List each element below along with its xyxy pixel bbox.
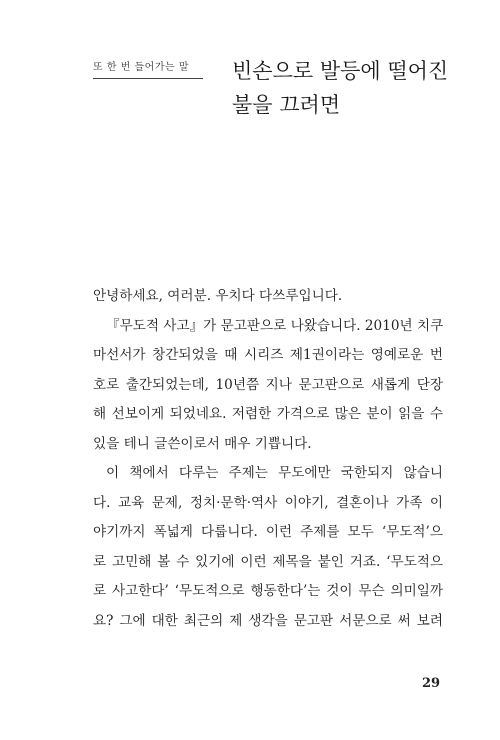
text-line: 야기까지 폭넓게 다룹니다. 이런 주제를 모두 ‘무도적’으 — [93, 524, 443, 540]
section-label: 또 한 번 들어가는 말 — [93, 58, 203, 79]
text-line: 『무도적 사고』가 문고판으로 나왔습니다. 2010년 치쿠 — [106, 317, 444, 334]
chapter-title-line: 불을 끄려면 — [232, 93, 341, 117]
body-text — [93, 282, 443, 636]
page-number: 29 — [422, 676, 441, 691]
chapter-title-line: 빈손으로 발등에 떨어진 — [232, 59, 449, 83]
text-line: 호로 출간되었는데, 10년쯤 지나 문고판으로 새롭게 단장 — [93, 376, 443, 393]
text-line: 요? 그에 대한 최근의 제 생각을 문고판 서문으로 써 보려 — [93, 612, 443, 629]
text-line: 로 고민해 볼 수 있기에 이런 제목을 붙인 거죠. ‘무도적으 — [93, 553, 443, 570]
text-line: 안녕하세요, 여러분. 우치다 다쓰루입니다. — [93, 288, 343, 304]
text-line: 다. 교육 문제, 정치·문학·역사 이야기, 결혼이나 가족 이 — [93, 494, 443, 511]
text-line: 이 책에서 다루는 주제는 무도에만 국한되지 않습니 — [106, 465, 443, 481]
text-line: 해 선보이게 되었네요. 저렴한 가격으로 많은 분이 읽을 수 — [93, 406, 443, 422]
chapter-title — [232, 54, 472, 122]
text-line: 있을 테니 글쓴이로서 매우 기쁩니다. — [93, 435, 312, 452]
text-line: 마선서가 창간되었을 때 시리즈 제1권이라는 영예로운 번 — [93, 347, 443, 363]
text-line: 로 사고한다’ ‘무도적으로 행동한다’는 것이 무슨 의미일까 — [93, 583, 443, 599]
